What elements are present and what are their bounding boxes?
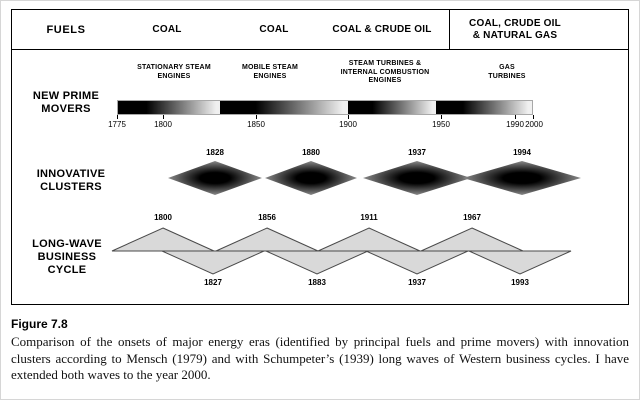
cluster-year-1880: 1880: [302, 148, 320, 157]
diagram-panel: [11, 9, 629, 305]
engine-label-gas-turbines: GAS TURBINES: [488, 64, 526, 80]
tick-mark: [163, 115, 164, 119]
fuels-header-row: [12, 10, 628, 50]
triangle-shape: [366, 251, 468, 274]
timeline-gradient-bar: [117, 100, 533, 115]
fuel-era-coal-2: COAL: [259, 24, 289, 35]
tick-label-1775: 1775: [108, 120, 126, 129]
fuels-row-label: FUELS: [46, 24, 86, 36]
tick-label-1990: 1990: [506, 120, 524, 129]
tick-label-1900: 1900: [339, 120, 357, 129]
figure-caption-text: Comparison of the onsets of major energy eras (identified by principal fuels and prime movers) with innovation clusters according to Mensch (1979) and with Schumpeter’s (1939) long waves of Western business cycles. I have extended both waves to the year 2000.: [11, 334, 629, 382]
cluster-diamond-1828: [168, 161, 262, 195]
triangle-shape: [162, 251, 264, 274]
wave-peak-triangle-1911: [317, 227, 421, 252]
timeline-segment-mobile-steam: [220, 101, 348, 114]
engine-label-stationary-steam: STATIONARY STEAM ENGINES: [137, 64, 211, 80]
peak-year-1800: 1800: [154, 213, 172, 222]
triangle-shape: [266, 251, 368, 274]
tick-mark: [533, 115, 534, 119]
wave-trough-triangle-1883: [265, 250, 369, 275]
tick-mark: [256, 115, 257, 119]
peak-year-1967: 1967: [463, 213, 481, 222]
tick-label-1800: 1800: [154, 120, 172, 129]
cluster-diamond-1880: [265, 161, 357, 195]
tick-label-1850: 1850: [247, 120, 265, 129]
timeline-segment-steam-turbines-ice: [348, 101, 437, 114]
timeline-segment-stationary-steam: [118, 101, 220, 114]
long-wave-row-label: LONG-WAVE BUSINESS CYCLE: [32, 238, 102, 276]
wave-trough-triangle-1937: [365, 250, 469, 275]
tick-mark: [348, 115, 349, 119]
triangle-shape: [421, 228, 523, 251]
cluster-year-1994: 1994: [513, 148, 531, 157]
fuel-era-coal-crude-oil-gas: COAL, CRUDE OIL & NATURAL GAS: [469, 18, 561, 41]
tick-label-1950: 1950: [432, 120, 450, 129]
trough-year-1827: 1827: [204, 278, 222, 287]
wave-peak-triangle-1800: [111, 227, 215, 252]
tick-mark: [117, 115, 118, 119]
timeline-segment-gas-turbines: [436, 101, 532, 114]
engine-label-mobile-steam: MOBILE STEAM ENGINES: [241, 64, 299, 80]
tick-mark: [515, 115, 516, 119]
cluster-diamond-1994: [463, 161, 581, 195]
tick-label-2000: 2000: [525, 120, 543, 129]
wave-peak-triangle-1967: [420, 227, 524, 252]
fuels-column-divider: [449, 10, 450, 50]
tick-mark: [441, 115, 442, 119]
triangle-shape: [216, 228, 318, 251]
peak-year-1911: 1911: [360, 213, 378, 222]
triangle-shape: [112, 228, 214, 251]
peak-year-1856: 1856: [258, 213, 276, 222]
trough-year-1883: 1883: [308, 278, 326, 287]
innovative-clusters-row-label: INNOVATIVE CLUSTERS: [36, 168, 106, 193]
triangle-shape: [469, 251, 571, 274]
cluster-year-1828: 1828: [206, 148, 224, 157]
engine-label-steam-turbines-ice: STEAM TURBINES & INTERNAL COMBUSTION ENGINES: [340, 60, 430, 84]
fuel-era-coal-crude-oil: COAL & CRUDE OIL: [332, 24, 432, 35]
fuel-era-coal-1: COAL: [152, 24, 182, 35]
cluster-year-1937: 1937: [408, 148, 426, 157]
cluster-diamond-1937: [363, 161, 471, 195]
wave-trough-triangle-1993: [468, 250, 572, 275]
triangle-shape: [318, 228, 420, 251]
trough-year-1937: 1937: [408, 278, 426, 287]
figure-caption-label: Figure 7.8: [11, 317, 68, 331]
prime-movers-row-label: NEW PRIME MOVERS: [32, 90, 100, 115]
wave-trough-triangle-1827: [161, 250, 265, 275]
trough-year-1993: 1993: [511, 278, 529, 287]
wave-peak-triangle-1856: [215, 227, 319, 252]
